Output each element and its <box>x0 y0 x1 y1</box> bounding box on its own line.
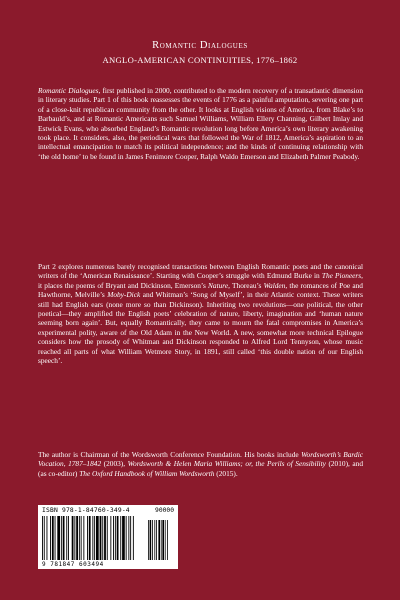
book-title-ref: Romantic Dialogues <box>38 86 99 95</box>
barcode-addon-bar <box>162 520 164 560</box>
ean-digits: 9 781847 603494 <box>42 561 104 568</box>
barcode-bar <box>63 516 65 560</box>
author-bio-text-c: (2010), and (as co-editor) <box>38 459 363 478</box>
blurb-p2-text-e: and Whitman’s ‘Song of Myself’, in their Atlantic context. These writers still had English ears (none more so than Dickinson). Inheriting two revolutions—one political, the other poetical—they amplified the English poets’ celebration of nature, liberty, imagination and ‘human nature seeming born again’. But, equally Romantically, they came to mourn the fatal compromises in America’s experimental polity, aware of the Old Adam in the New World. A new, somewhat more technical Epilogue considers how the prosody of Whitman and Dickinson responded to Alfred Lord Tennyson, whose music reached all parts of what William Wetmore Story, in 1891, still called ‘this double nation of our English speech’. <box>38 290 363 366</box>
barcode-addon-bar <box>154 520 155 560</box>
author-bio <box>38 450 363 478</box>
author-bio-text-d: (2015). <box>214 468 238 478</box>
barcode-bar <box>50 516 51 560</box>
work-title-walden: Walden <box>263 280 286 290</box>
barcode-bar <box>107 516 108 560</box>
price-addon-code: 90000 <box>155 507 174 514</box>
barcode-bar <box>72 516 74 560</box>
barcode-bar <box>55 516 56 560</box>
barcode-bar <box>104 516 106 560</box>
barcode-addon-bar <box>150 520 152 560</box>
blurb-p2-text-c: , Thoreau’s <box>228 280 264 290</box>
isbn-label: ISBN 978-1-84760-349-4 <box>42 507 130 514</box>
barcode-bar <box>113 516 114 560</box>
blurb-paragraph-1 <box>38 86 363 161</box>
barcode-bar <box>87 516 88 560</box>
barcode-bar <box>128 516 129 560</box>
book-title: Romantic Dialogues <box>152 40 248 51</box>
barcode-bar <box>102 516 103 560</box>
barcode-bar <box>76 516 78 560</box>
work-title-moby-dick: Moby-Dick <box>107 290 141 300</box>
blurb-p2-text-a: Part 2 explores numerous barely recognised transactions between English Romantic poets and the canonical writers of the ‘American Renaissance’. Starting with Cooper’s struggle with Edmund Burke in <box>38 262 363 281</box>
barcode-bar <box>66 516 67 560</box>
barcode-bar <box>92 516 93 560</box>
barcode-addon-bar <box>161 520 162 560</box>
author-bio-text-a: The author is Chairman of the Wordsworth Conference Foundation. His books include <box>38 450 302 459</box>
isbn-barcode <box>38 505 178 569</box>
cover-heading <box>0 40 400 65</box>
barcode-bar <box>96 516 99 560</box>
barcode-addon-bar <box>152 520 153 560</box>
barcode-bar <box>68 516 69 560</box>
barcode-bar <box>100 516 102 560</box>
barcode-bar <box>81 516 82 560</box>
barcode-bar <box>120 516 121 560</box>
barcode-bar <box>117 516 119 560</box>
book-subtitle: ANGLO-AMERICAN CONTINUITIES, 1776–1862 <box>102 54 298 65</box>
barcode-bar <box>94 516 95 560</box>
barcode-bar <box>74 516 75 560</box>
barcode-bar <box>89 516 91 560</box>
blurb-p2-text-d: , the romances of Poe and Hawthorne, Melville’s <box>38 280 363 300</box>
author-book-1: Wordsworth’s Bardic Vocation, 1787–1842 <box>38 450 363 469</box>
barcode-addon-bar <box>165 520 166 560</box>
barcode-bar <box>130 516 131 560</box>
barcode-bar <box>61 516 62 560</box>
barcode-bar <box>110 516 111 560</box>
author-book-3: The Oxford Handbook of William Wordsworth <box>79 468 215 478</box>
barcode-bar <box>83 516 84 560</box>
barcode-bar <box>57 516 60 560</box>
barcode-bar <box>52 516 54 560</box>
work-title-nature: Nature <box>208 280 229 290</box>
barcode-addon-bar <box>167 520 168 560</box>
work-title-pioneers: The Pioneers <box>321 271 362 281</box>
author-book-2: Wordsworth & Helen Maria Williams; or, the Perils of Sensibility <box>127 459 326 469</box>
barcode-addon-bar <box>158 520 160 560</box>
blurb-p1-text: , first published in 2000, contributed to the modern recovery of a transatlantic dimension in literary studies. Part 1 of this book reassesses the events of 1776 as a painful amputation, severing one part of a close-knit republican community from the other. It looks at English visions of America, from Blake’s to Barbauld’s, and at Romantic Americans such Samuel Williams, William Ellery Channing, Gilbert Imlay and Estwick Evans, who absorbed England’s Romantic revolution long before America’s own literary awakening took place. It considers, also, the periodical wars that followed the War of 1812, America’s aspiration to an intellectual emancipation to match its political independence; and the kinds of continuing relationship with ‘the old home’ to be found in James Fenimore Cooper, Ralph Waldo Emerson and Elizabeth Palmer Peabody. <box>38 86 363 161</box>
blurb-paragraph-2 <box>38 262 363 365</box>
barcode-bar <box>42 516 43 560</box>
barcode-bars <box>42 516 174 560</box>
barcode-bar <box>44 516 45 560</box>
barcode-bar <box>47 516 48 560</box>
barcode-bar <box>115 516 116 560</box>
author-bio-text-b: (2003), <box>101 459 128 469</box>
barcode-addon-bar <box>156 520 157 560</box>
barcode-bar <box>122 516 125 560</box>
barcode-bar <box>79 516 80 560</box>
barcode-addon-bar <box>148 520 149 560</box>
blurb-p2-text-b: , it places the poems of Bryant and Dickinson, Emerson’s <box>38 271 363 290</box>
barcode-bar <box>126 516 127 560</box>
barcode-bar <box>133 516 134 560</box>
